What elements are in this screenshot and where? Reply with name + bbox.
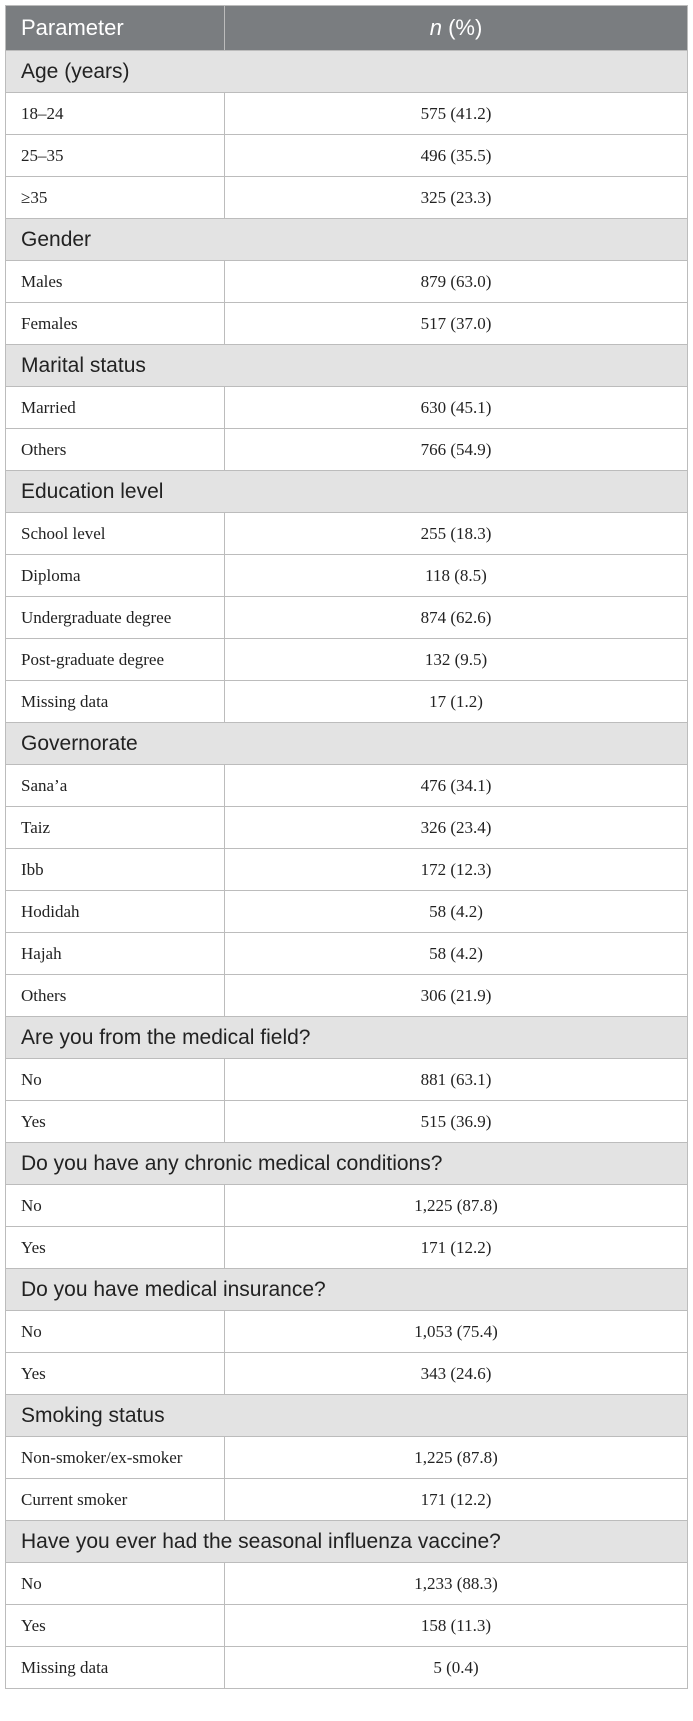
row-label: No xyxy=(6,1563,225,1605)
row-label: No xyxy=(6,1185,225,1227)
table-row xyxy=(6,891,688,933)
table-row xyxy=(6,1563,688,1605)
table-row xyxy=(6,261,688,303)
row-value: 118 (8.5) xyxy=(225,555,688,597)
row-label: ≥35 xyxy=(6,177,225,219)
row-label: School level xyxy=(6,513,225,555)
section-row xyxy=(6,219,688,261)
parameter-column-header: Parameter xyxy=(6,6,225,51)
table-header-row xyxy=(6,6,688,51)
row-label: 18–24 xyxy=(6,93,225,135)
table-row xyxy=(6,387,688,429)
section-title: Marital status xyxy=(6,345,688,387)
table-row xyxy=(6,597,688,639)
row-value: 517 (37.0) xyxy=(225,303,688,345)
row-value: 343 (24.6) xyxy=(225,1353,688,1395)
table-row xyxy=(6,1185,688,1227)
section-title: Do you have any chronic medical conditions? xyxy=(6,1143,688,1185)
section-row xyxy=(6,1143,688,1185)
row-value: 881 (63.1) xyxy=(225,1059,688,1101)
row-value: 496 (35.5) xyxy=(225,135,688,177)
table-row xyxy=(6,1059,688,1101)
row-value: 171 (12.2) xyxy=(225,1479,688,1521)
table-row xyxy=(6,177,688,219)
section-row xyxy=(6,471,688,513)
table-row xyxy=(6,849,688,891)
row-label: Married xyxy=(6,387,225,429)
section-row xyxy=(6,1521,688,1563)
row-label: Non-smoker/ex-smoker xyxy=(6,1437,225,1479)
row-label: Ibb xyxy=(6,849,225,891)
table-row xyxy=(6,429,688,471)
table-row xyxy=(6,93,688,135)
row-label: Others xyxy=(6,429,225,471)
row-value: 325 (23.3) xyxy=(225,177,688,219)
row-value: 1,225 (87.8) xyxy=(225,1185,688,1227)
row-label: Yes xyxy=(6,1605,225,1647)
row-value: 58 (4.2) xyxy=(225,891,688,933)
table-row xyxy=(6,975,688,1017)
row-label: Hodidah xyxy=(6,891,225,933)
section-row xyxy=(6,1017,688,1059)
row-label: Males xyxy=(6,261,225,303)
row-label: Current smoker xyxy=(6,1479,225,1521)
row-label: Sana’a xyxy=(6,765,225,807)
section-title: Have you ever had the seasonal influenza vaccine? xyxy=(6,1521,688,1563)
row-value: 326 (23.4) xyxy=(225,807,688,849)
row-label: 25–35 xyxy=(6,135,225,177)
row-value: 172 (12.3) xyxy=(225,849,688,891)
row-label: Females xyxy=(6,303,225,345)
row-value: 766 (54.9) xyxy=(225,429,688,471)
table-row xyxy=(6,135,688,177)
n-italic: n xyxy=(429,15,442,40)
demographics-table xyxy=(5,5,688,1689)
table-row xyxy=(6,1647,688,1689)
section-title: Are you from the medical field? xyxy=(6,1017,688,1059)
row-label: Undergraduate degree xyxy=(6,597,225,639)
table-row xyxy=(6,1479,688,1521)
row-value: 874 (62.6) xyxy=(225,597,688,639)
section-title: Gender xyxy=(6,219,688,261)
table-row xyxy=(6,1101,688,1143)
row-value: 1,225 (87.8) xyxy=(225,1437,688,1479)
table-row xyxy=(6,513,688,555)
row-label: No xyxy=(6,1311,225,1353)
table-row xyxy=(6,1353,688,1395)
row-value: 476 (34.1) xyxy=(225,765,688,807)
section-row xyxy=(6,345,688,387)
section-title: Age (years) xyxy=(6,51,688,93)
row-label: Yes xyxy=(6,1101,225,1143)
row-label: Post-graduate degree xyxy=(6,639,225,681)
row-value: 879 (63.0) xyxy=(225,261,688,303)
table-row xyxy=(6,933,688,975)
table-body xyxy=(6,51,688,1689)
table-row xyxy=(6,1605,688,1647)
row-label: Taiz xyxy=(6,807,225,849)
row-value: 17 (1.2) xyxy=(225,681,688,723)
section-row xyxy=(6,1269,688,1311)
row-value: 171 (12.2) xyxy=(225,1227,688,1269)
row-label: Yes xyxy=(6,1353,225,1395)
table-row xyxy=(6,555,688,597)
row-label: Missing data xyxy=(6,681,225,723)
count-percent-column-header xyxy=(225,6,688,51)
row-label: Missing data xyxy=(6,1647,225,1689)
section-title: Do you have medical insurance? xyxy=(6,1269,688,1311)
row-label: Hajah xyxy=(6,933,225,975)
row-label: No xyxy=(6,1059,225,1101)
row-value: 575 (41.2) xyxy=(225,93,688,135)
section-title: Governorate xyxy=(6,723,688,765)
row-value: 255 (18.3) xyxy=(225,513,688,555)
row-value: 1,053 (75.4) xyxy=(225,1311,688,1353)
table-row xyxy=(6,1227,688,1269)
table-row xyxy=(6,765,688,807)
table-row xyxy=(6,1311,688,1353)
row-label: Yes xyxy=(6,1227,225,1269)
table-row xyxy=(6,303,688,345)
row-value: 5 (0.4) xyxy=(225,1647,688,1689)
row-value: 630 (45.1) xyxy=(225,387,688,429)
row-label: Diploma xyxy=(6,555,225,597)
row-value: 158 (11.3) xyxy=(225,1605,688,1647)
table-row xyxy=(6,1437,688,1479)
row-value: 1,233 (88.3) xyxy=(225,1563,688,1605)
row-value: 515 (36.9) xyxy=(225,1101,688,1143)
n-suffix: (%) xyxy=(441,15,483,40)
table-row xyxy=(6,807,688,849)
table-row xyxy=(6,639,688,681)
row-value: 306 (21.9) xyxy=(225,975,688,1017)
table-row xyxy=(6,681,688,723)
section-title: Education level xyxy=(6,471,688,513)
row-value: 58 (4.2) xyxy=(225,933,688,975)
section-row xyxy=(6,723,688,765)
row-value: 132 (9.5) xyxy=(225,639,688,681)
row-label: Others xyxy=(6,975,225,1017)
section-row xyxy=(6,1395,688,1437)
section-row xyxy=(6,51,688,93)
section-title: Smoking status xyxy=(6,1395,688,1437)
